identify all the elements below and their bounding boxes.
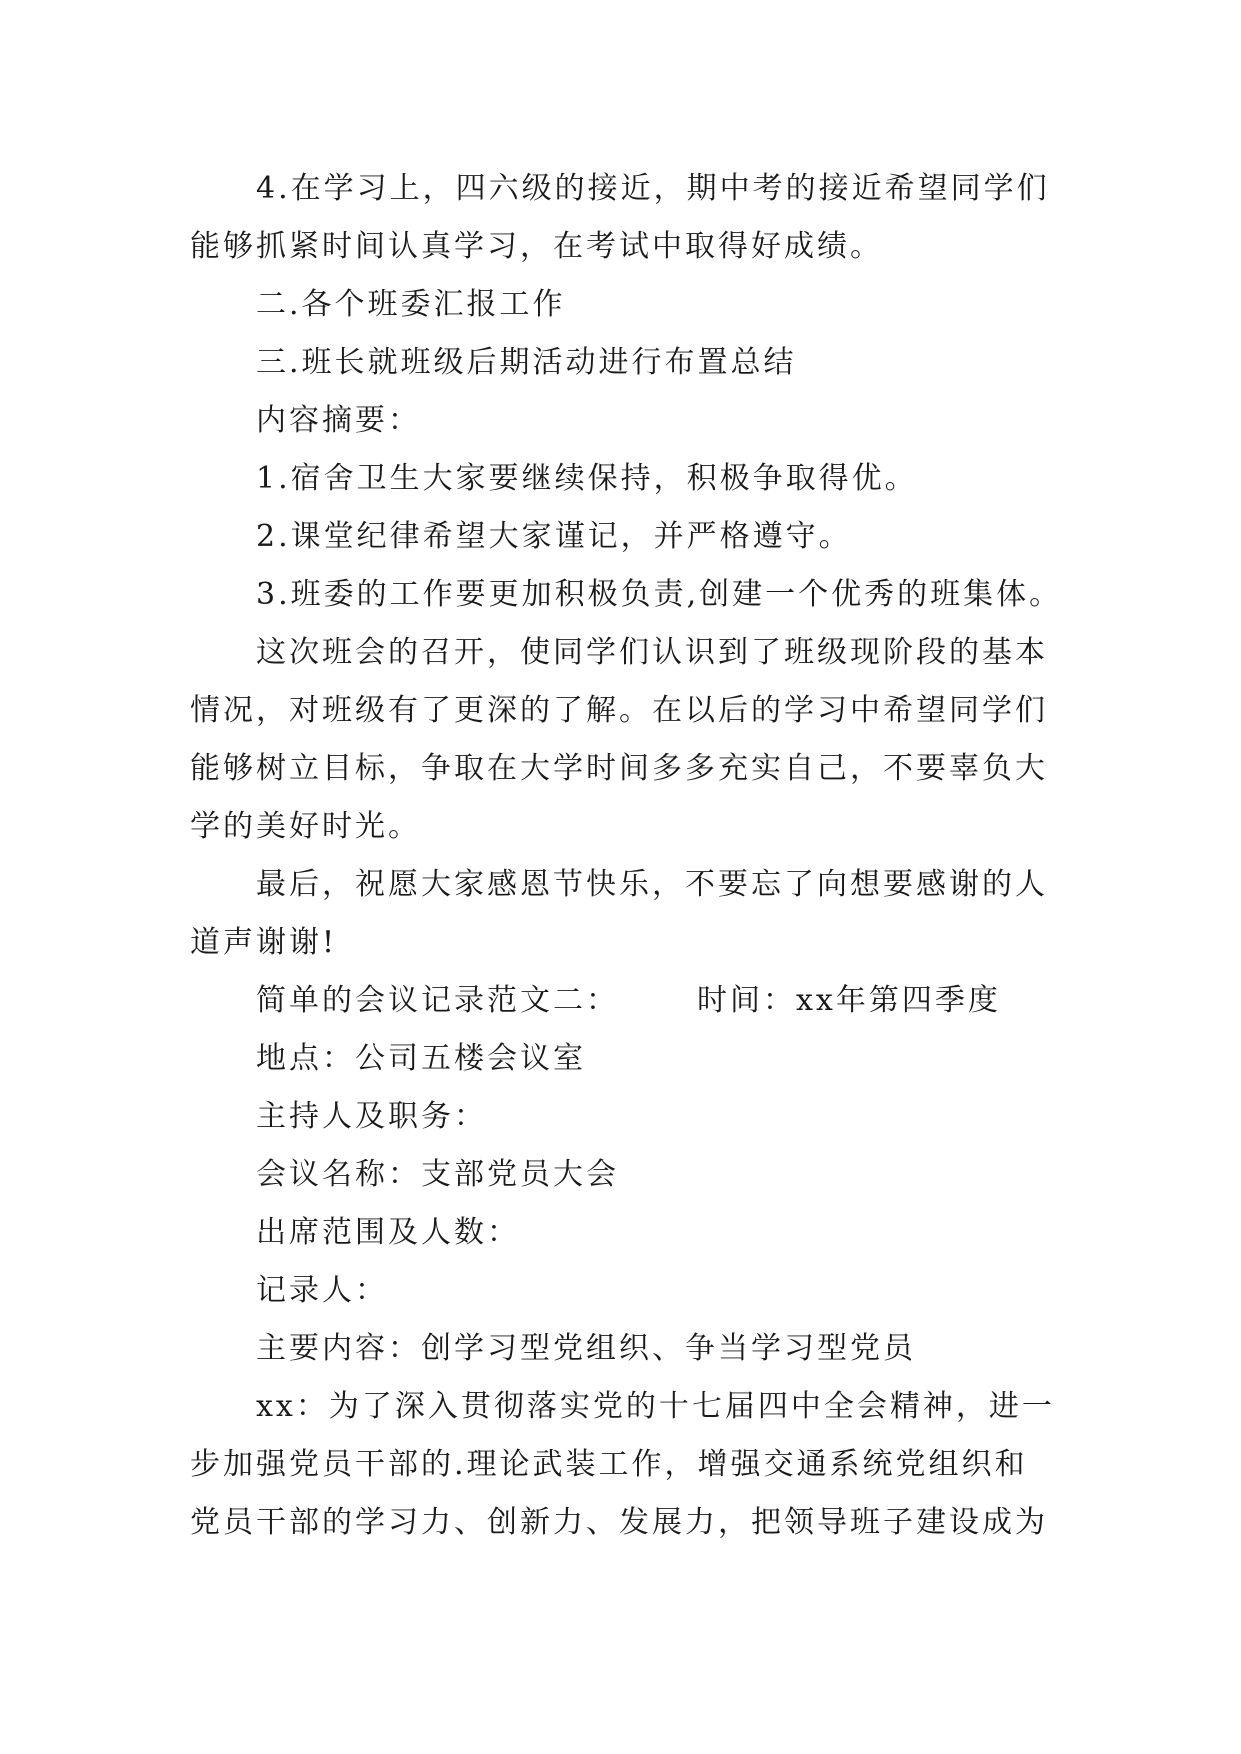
meeting-time: 时间：xx年第四季度 (697, 983, 1001, 1018)
meeting-attendees: 出席范围及人数： (256, 1215, 520, 1250)
list-item: 2.课堂纪律希望大家谨记，并严格遵守。 (256, 519, 852, 554)
text-line: 情况，对班级有了更深的了解。在以后的学习中希望同学们 (190, 693, 1048, 728)
text-line: 4.在学习上，四六级的接近，期中考的接近希望同学们 (256, 171, 1050, 206)
text-line: 最后，祝愿大家感恩节快乐，不要忘了向想要感谢的人 (256, 867, 1048, 902)
list-item: 3.班委的工作要更加积极负责,创建一个优秀的班集体。 (256, 577, 1063, 612)
text-line: xx：为了深入贯彻落实党的十七届四中全会精神，进一 (256, 1389, 1055, 1424)
text-line: 能够抓紧时间认真学习，在考试中取得好成绩。 (190, 229, 883, 264)
section-heading: 二.各个班委汇报工作 (256, 287, 566, 322)
section-heading: 三.班长就班级后期活动进行布置总结 (256, 345, 797, 380)
document-body (190, 160, 1063, 1552)
summary-label: 内容摘要： (256, 403, 421, 438)
list-item: 1.宿舍卫生大家要继续保持，积极争取得优。 (256, 461, 918, 496)
text-line: 道声谢谢! (190, 925, 338, 960)
text-line: 步加强党员干部的.理论武装工作，增强交通系统党组织和 (190, 1447, 1028, 1482)
meeting-content: 主要内容：创学习型党组织、争当学习型党员 (256, 1331, 916, 1366)
meeting-recorder: 记录人： (256, 1273, 388, 1308)
text-line: 党员干部的学习力、创新力、发展力，把领导班子建设成为 (190, 1505, 1048, 1540)
text-line: 能够树立目标，争取在大学时间多多充实自己，不要辜负大 (190, 751, 1048, 786)
text-line: 这次班会的召开，使同学们认识到了班级现阶段的基本 (256, 635, 1048, 670)
meeting-location: 地点：公司五楼会议室 (256, 1041, 586, 1076)
example-title: 简单的会议记录范文二： (256, 983, 619, 1018)
text-line: 学的美好时光。 (190, 809, 421, 844)
meeting-host: 主持人及职务： (256, 1099, 487, 1134)
meeting-name: 会议名称：支部党员大会 (256, 1157, 619, 1192)
example-title-line (190, 972, 1056, 1030)
